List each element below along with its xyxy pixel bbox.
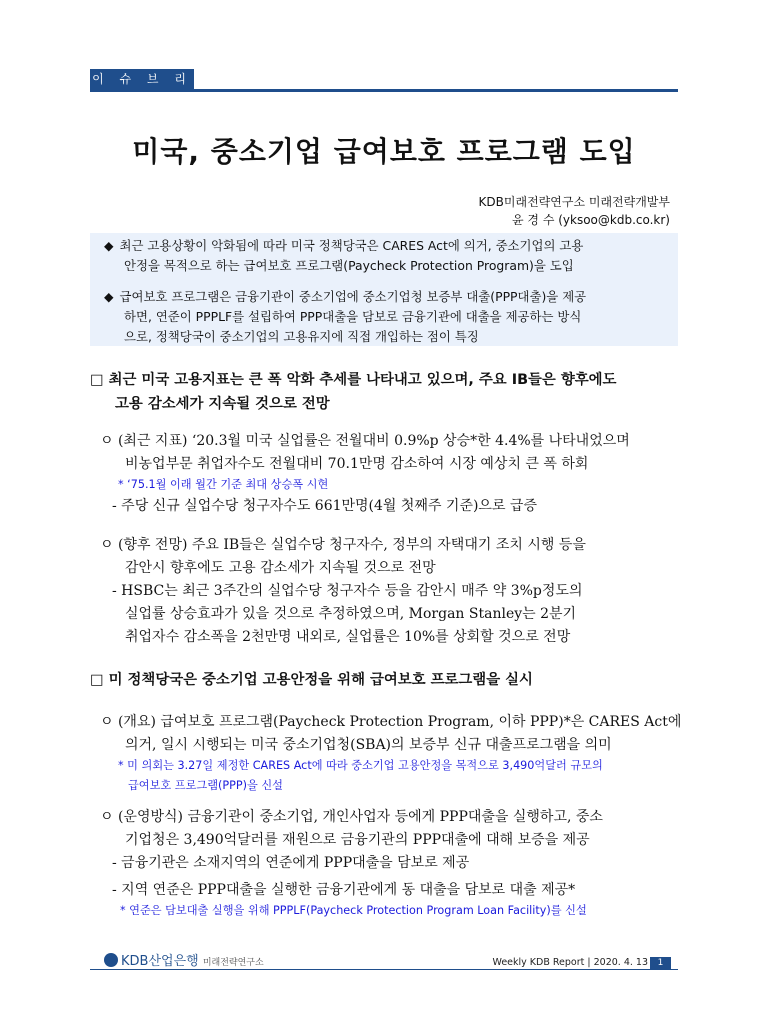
document-title: 미국, 중소기업 급여보호 프로그램 도입 (132, 135, 636, 168)
dash-item: - HSBC는 최근 3주간의 실업수당 청구자수 등을 감안시 매주 약 3%p정도의 실업률 상승효과가 있을 것으로 추정하였으며, Morgan Stanley는 2분기 취업자수 감소폭을 2천만명 내외로, 실업률은 10%를 상회할 것으로 전망 (112, 583, 583, 645)
kdb-logo: KDB산업은행 미래전략연구소 (104, 950, 264, 969)
footer-rule (90, 969, 678, 970)
author-name: 윤 경 수 (yksoo@kdb.co.kr) (512, 213, 670, 227)
author-org: KDB미래전략연구소 미래전략개발부 (478, 195, 670, 209)
section-heading: □ 미 정책당국은 중소기업 고용안정을 위해 급여보호 프로그램을 실시 (90, 672, 533, 688)
header-rule (90, 89, 678, 92)
paragraph-item: ㅇ (운영방식) 금융기관이 중소기업, 개인사업자 등에게 PPP대출을 실행하고, 중소 기업청은 3,490억달러를 재원으로 금융기관의 PPP대출에 대해 보증을 제공 (100, 809, 603, 848)
dash-item: - 금융기관은 소재지역의 연준에게 PPP대출을 담보로 제공 (112, 855, 470, 871)
footer-report-info: Weekly KDB Report | 2020. 4. 13 (492, 957, 648, 968)
paragraph-item: ㅇ (최근 지표) ‘20.3월 미국 실업률은 전월대비 0.9%p 상승*한 4.4%를 나타내었으며 비농업부문 취업자수도 전월대비 70.1만명 감소하여 시장 예상치 큰 폭 하회 (100, 433, 630, 472)
summary-item: ◆ 최근 고용상황이 악화됨에 따라 미국 정책당국은 CARES Act에 의거, 중소기업의 고용 안정을 목적으로 하는 급여보호 프로그램(Paycheck Protection Program)을 도입 (104, 238, 584, 273)
dash-item: - 주당 신규 실업수당 청구자수도 661만명(4월 첫째주 기준)으로 급증 (112, 498, 537, 514)
paragraph-item: ㅇ (향후 전망) 주요 IB들은 실업수당 청구자수, 정부의 자택대기 조치 시행 등을 감안시 향후에도 고용 감소세가 지속될 것으로 전망 (100, 537, 586, 576)
diamond-icon: ◆ (104, 289, 114, 304)
kdb-logo-icon (104, 953, 118, 967)
footnote: * 연준은 담보대출 실행을 위해 PPPLF(Paycheck Protection Program Loan Facility)를 신설 (120, 904, 587, 917)
issue-brief-tag: 이 슈 브 리 프 (90, 69, 194, 90)
dash-item: - 지역 연준은 PPP대출을 실행한 금융기관에게 동 대출을 담보로 대출 제공* (112, 882, 576, 898)
page-number: 1 (650, 957, 671, 970)
paragraph-item: ㅇ (개요) 급여보호 프로그램(Paycheck Protection Program, 이하 PPP)*은 CARES Act에 의거, 일시 시행되는 미국 중소기업청(SBA)의 보증부 신규 대출프로그램을 의미 (100, 714, 682, 753)
diamond-icon: ◆ (104, 238, 114, 253)
footnote: * 미 의회는 3.27일 제정한 CARES Act에 따라 중소기업 고용안정을 목적으로 3,490억달러 규모의 급여보호 프로그램(PPP)을 신설 (118, 759, 603, 792)
footnote: * ‘75.1월 이래 월간 기준 최대 상승폭 시현 (118, 478, 329, 491)
summary-item: ◆ 급여보호 프로그램은 금융기관이 중소기업에 중소기업청 보증부 대출(PPP대출)을 제공 하면, 연준이 PPPLF를 설립하여 PPP대출을 담보로 금융기관에 대출을 제공하는 방식 으로, 정책당국이 중소기업의 고용유지에 직접 개입하는 점이 특징 (104, 289, 587, 344)
section-heading: □ 최근 미국 고용지표는 큰 폭 악화 추세를 나타내고 있으며, 주요 IB들은 향후에도 고용 감소세가 지속될 것으로 전망 (90, 372, 617, 412)
